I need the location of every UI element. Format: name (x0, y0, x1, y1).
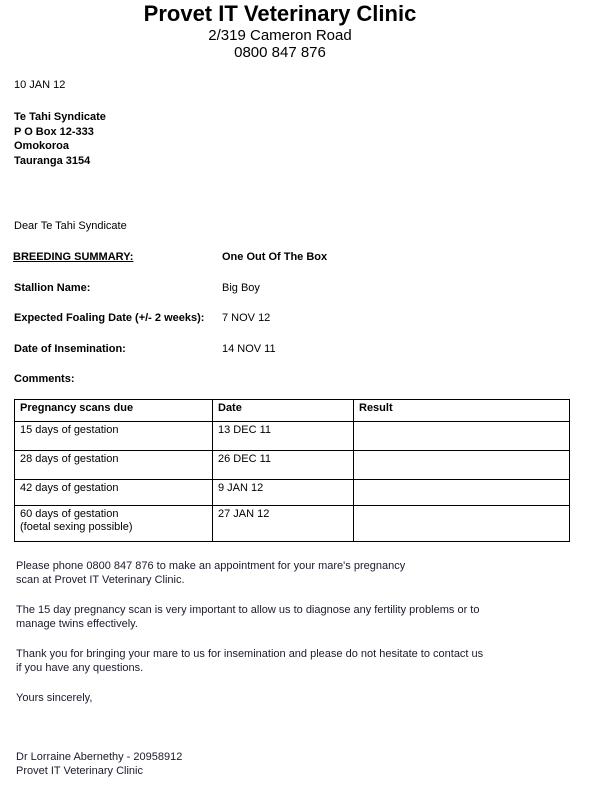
date-cell: 9 JAN 12 (213, 480, 354, 506)
letter-date: 10 JAN 12 (14, 79, 66, 91)
table-row (15, 480, 570, 506)
recipient-line: Omokoroa (14, 140, 70, 152)
recipient-line: Tauranga 3154 (14, 154, 91, 167)
pregnancy-scans-table (14, 399, 570, 542)
paragraph-line: The 15 day pregnancy scan is very important to allow us to diagnose any fertility problems or to (16, 604, 480, 616)
signature-clinic: Provet IT Veterinary Clinic (16, 765, 143, 777)
mare-name: One Out Of The Box (222, 251, 328, 263)
table-row (15, 506, 570, 542)
scan-importance-paragraph (16, 603, 556, 631)
result-cell (354, 506, 570, 542)
table-row (15, 422, 570, 451)
closing: Yours sincerely, (16, 692, 93, 704)
paragraph-line: scan at Provet IT Veterinary Clinic. (16, 574, 185, 586)
result-cell (354, 451, 570, 480)
signature-name: Dr Lorraine Abernethy - 20958912 (16, 751, 183, 763)
date-cell: 13 DEC 11 (213, 422, 354, 451)
scan-cell (15, 506, 213, 542)
clinic-address: 2/319 Cameron Road (208, 27, 352, 44)
column-header: Date (213, 400, 354, 422)
letterhead (0, 0, 560, 61)
result-cell (354, 422, 570, 451)
insemination-label: Date of Insemination: (14, 343, 126, 355)
recipient-line: Te Tahi Syndicate (14, 111, 106, 123)
paragraph-line: Thank you for bringing your mare to us for insemination and please do not hesitate to contact us (16, 648, 484, 660)
signature-block (16, 750, 556, 778)
foaling-value: 7 NOV 12 (222, 312, 271, 324)
scan-cell: 42 days of gestation (15, 480, 213, 506)
comments-label: Comments: (14, 373, 75, 385)
foaling-label: Expected Foaling Date (+/- 2 weeks): (14, 312, 205, 324)
paragraph-line: if you have any questions. (16, 662, 144, 674)
paragraph-line: Please phone 0800 847 876 to make an appointment for your mare's pregnancy (16, 560, 406, 572)
recipient-line: P O Box 12-333 (14, 125, 94, 138)
clinic-phone: 0800 847 876 (234, 44, 326, 61)
column-header: Pregnancy scans due (15, 400, 213, 422)
recipient-address (14, 110, 106, 168)
column-header: Result (354, 400, 570, 422)
stallion-value: Big Boy (222, 282, 260, 294)
scan-cell: 15 days of gestation (15, 422, 213, 451)
scan-note: (foetal sexing possible) (20, 521, 133, 533)
breeding-summary-heading: BREEDING SUMMARY: (13, 251, 134, 263)
appointment-paragraph (16, 559, 556, 587)
stallion-label: Stallion Name: (14, 282, 91, 294)
table-row (15, 451, 570, 480)
date-cell: 27 JAN 12 (213, 506, 354, 542)
paragraph-line: manage twins effectively. (16, 618, 138, 630)
date-cell: 26 DEC 11 (213, 451, 354, 480)
scan-cell: 28 days of gestation (15, 451, 213, 480)
thank-you-paragraph (16, 647, 556, 675)
salutation: Dear Te Tahi Syndicate (14, 220, 127, 232)
table-header-row (15, 400, 570, 422)
result-cell (354, 480, 570, 506)
insemination-value: 14 NOV 11 (222, 343, 276, 355)
clinic-name: Provet IT Veterinary Clinic (143, 1, 417, 26)
scan-name: 60 days of gestation (20, 508, 119, 520)
